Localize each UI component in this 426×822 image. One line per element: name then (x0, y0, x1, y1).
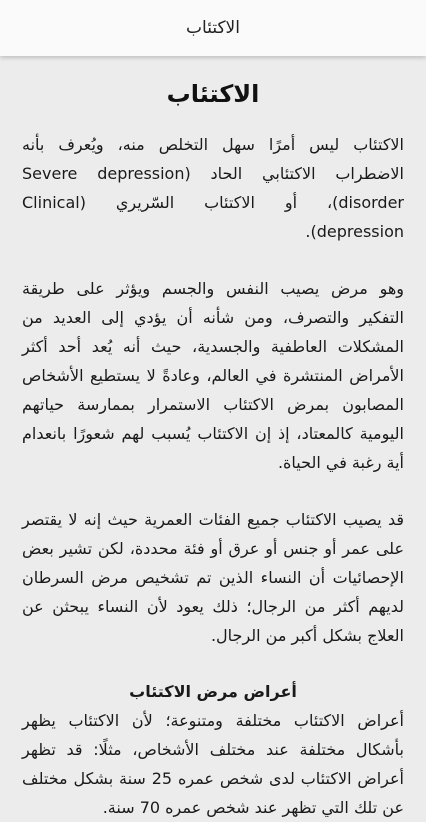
section-paragraph-symptoms: أعراض الاكتئاب مختلفة ومتنوعة؛ لأن الاكتئاب يظهر بأشكال مختلفة عند مختلف الأشخاص، مثلًا: قد تظهر أعراض الاكتئاب لدى شخص عمره 25 سنة بشكل مختلف عن تلك التي تظهر عند شخص عمره 70 سنة. (22, 711, 404, 817)
app-bar (0, 0, 426, 56)
article-content[interactable] (0, 56, 426, 822)
app-bar-title: الاكتئاب (186, 18, 240, 38)
article-paragraph-1: الاكتئاب ليس أمرًا سهل التخلص منه، ويُعرف بأنه الاضطراب الاكتئابي الحاد (Severe depression disorder)، أو الاكتئاب السّريري (Clinical depression). (22, 135, 404, 241)
article-paragraph-3: قد يصيب الاكتئاب جميع الفئات العمرية حيث إنه لا يقتصر على عمر أو جنس أو عرق أو فئة محددة، لكن تشير بعض الإحصائيات أن النساء الذين تم تشخيص مرض السرطان لديهم أكثر من الرجال؛ ذلك يعود لأن النساء يبحثن عن العلاج بشكل أكبر من الرجال. (22, 510, 404, 645)
section-heading-symptoms: أعراض مرض الاكتئاب (129, 682, 297, 701)
article-title: الاكتئاب (166, 80, 260, 108)
article-paragraph-2: وهو مرض يصيب النفس والجسم ويؤثر على طريقة التفكير والتصرف، ومن شأنه أن يؤدي إلى العديد من المشكلات العاطفية والجسدية، حيث أنه يُعد أحد أكثر الأمراض المنتشرة في العالم، وعادةً لا يستطيع الأشخاص المصابون بمرض الاكتئاب الاستمرار بممارسة حياتهم اليومية كالمعتاد، إذ إن الاكتئاب يُسبب لهم شعورًا بانعدام أية رغبة في الحياة. (22, 279, 404, 472)
